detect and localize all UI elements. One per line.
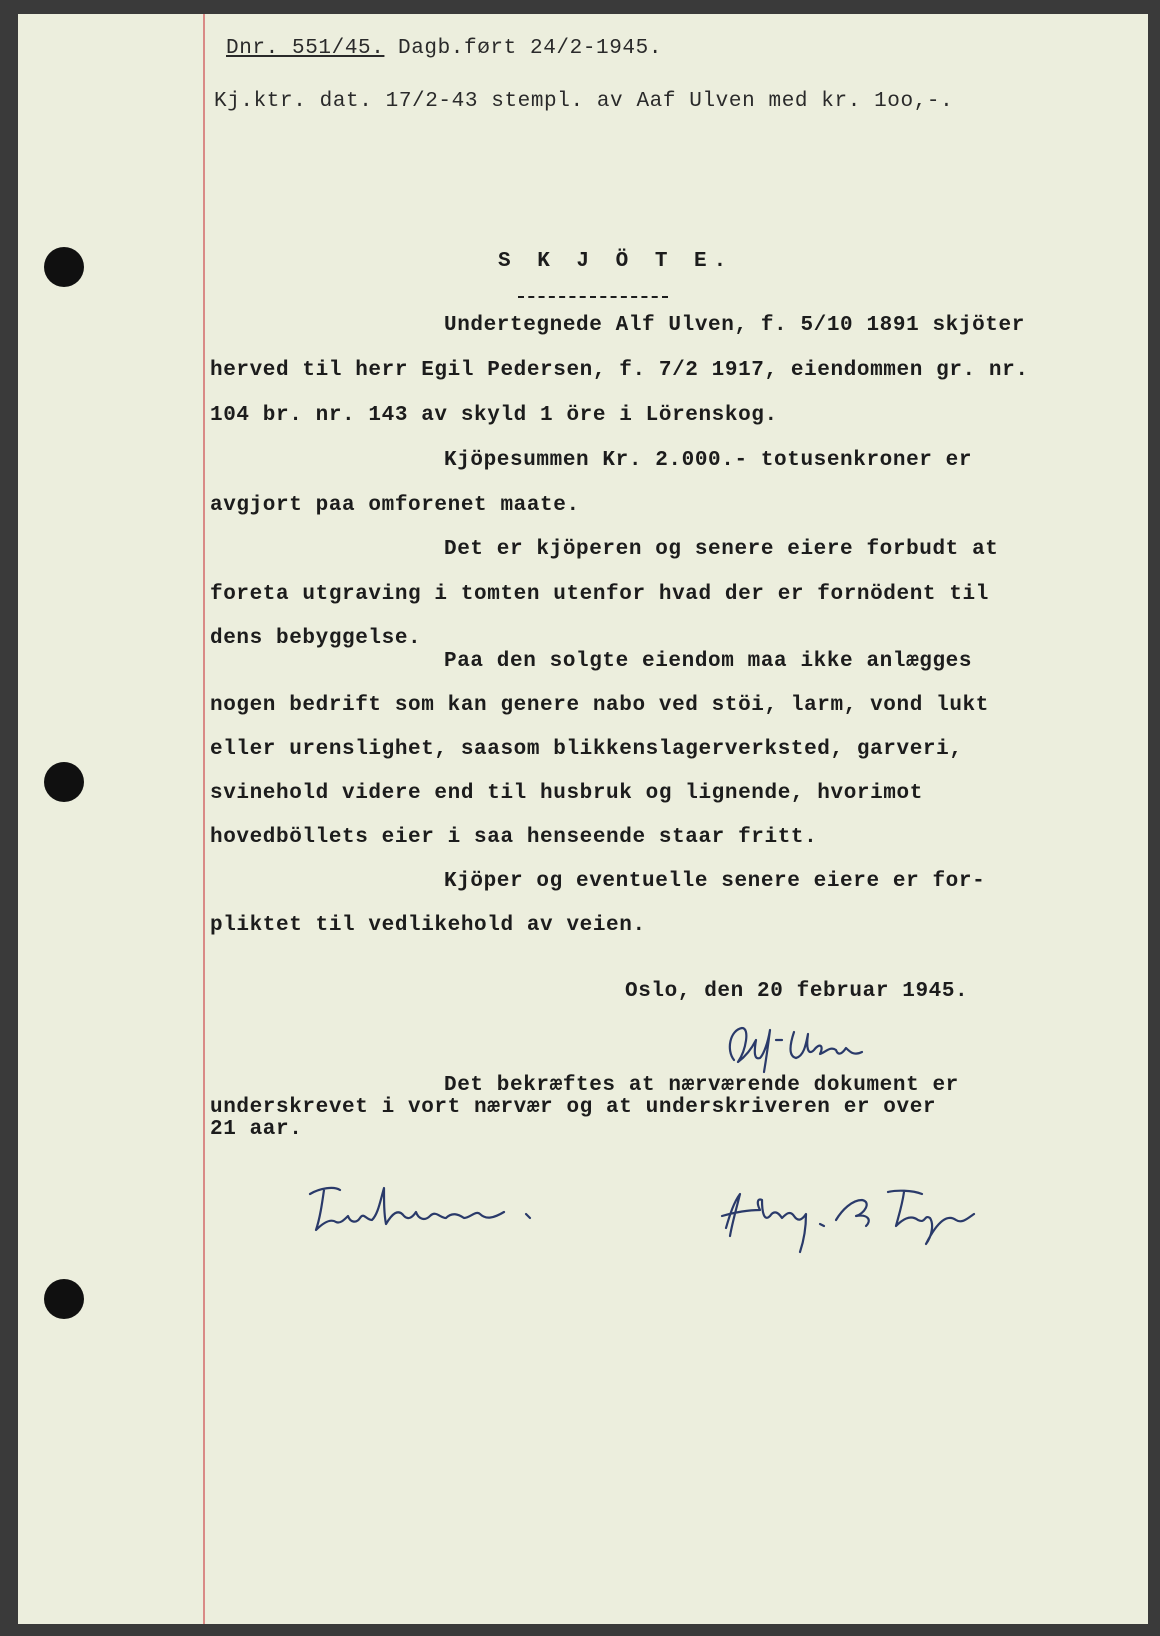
body-line: dens bebyggelse. [210,627,422,650]
place-date: Oslo, den 20 februar 1945. [625,980,969,1003]
body-line: hovedböllets eier i saa henseende staar fritt. [210,826,818,849]
body-line: Undertegnede Alf Ulven, f. 5/10 1891 skjöter [444,314,1025,337]
body-line: Det er kjöperen og senere eiere forbudt at [444,538,999,561]
body-line: svinehold videre end til husbruk og lignende, hvorimot [210,782,923,805]
body-line: nogen bedrift som kan genere nabo ved stöi, larm, vond lukt [210,694,989,717]
title-underline [518,296,668,298]
document-page [18,14,1148,1624]
attestation-line: 21 aar. [210,1118,303,1141]
seller-signature [716,1020,886,1080]
attestation-line: underskrevet i vort nærvær og at underskriveren er over [210,1096,937,1119]
witness-signature-1 [300,1174,560,1244]
body-line: eller urenslighet, saasom blikkenslagerverksted, garveri, [210,738,963,761]
punch-hole [44,247,84,287]
punch-hole [44,762,84,802]
body-line: Kjöper og eventuelle senere eiere er for- [444,870,986,893]
punch-hole [44,1279,84,1319]
margin-rule [203,14,205,1624]
witness-signature-2 [712,1180,982,1260]
diary-date: Dagb.ført 24/2-1945. [398,37,663,60]
body-line: herved til herr Egil Pedersen, f. 7/2 1917, eiendommen gr. nr. [210,359,1029,382]
body-line: Paa den solgte eiendom maa ikke anlægges [444,650,973,673]
document-title: S K J Ö T E. [498,250,734,273]
attestation-line: Det bekræftes at nærværende dokument er [444,1074,959,1097]
body-line: 104 br. nr. 143 av skyld 1 öre i Lörenskog. [210,404,778,427]
body-line: foreta utgraving i tomten utenfor hvad der er fornödent til [210,583,989,606]
body-line: avgjort paa omforenet maate. [210,494,580,517]
body-line: pliktet til vedlikehold av veien. [210,914,646,937]
stamp-duty-line: Kj.ktr. dat. 17/2-43 stempl. av Aaf Ulven med kr. 1oo,-. [214,90,954,113]
diary-number: Dnr. 551/45. [226,37,385,60]
body-line: Kjöpesummen Kr. 2.000.- totusenkroner er [444,449,973,472]
